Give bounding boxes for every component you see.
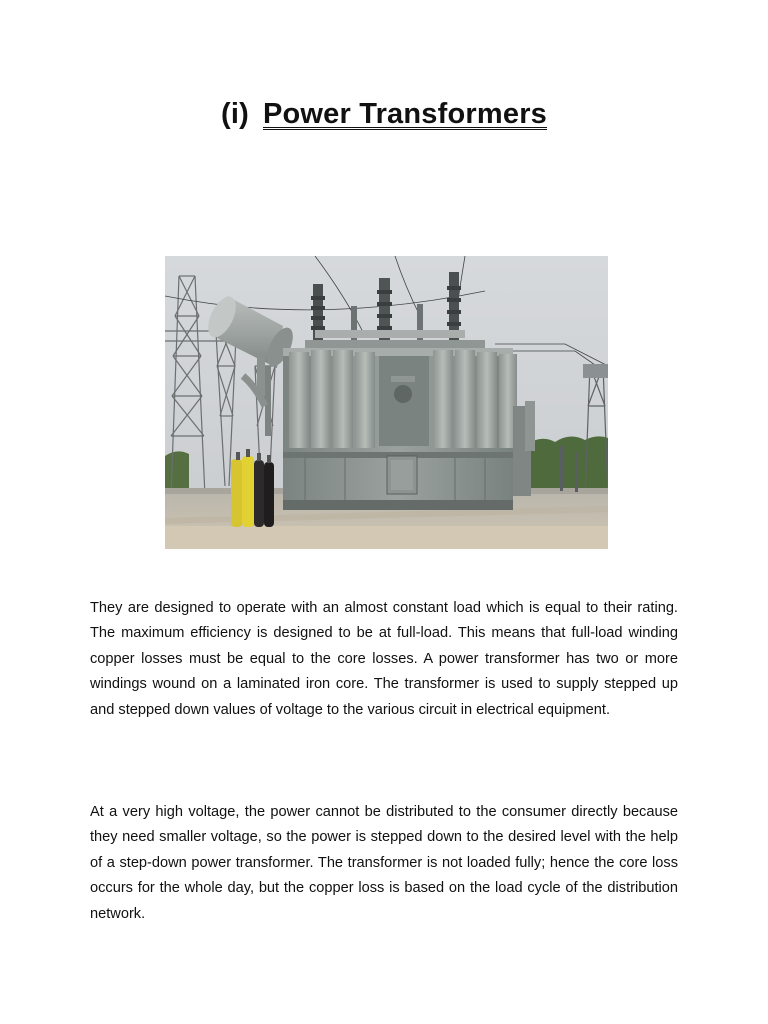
paragraph-1: They are designed to operate with an almost constant load which is equal to their rating. The maximum efficiency is designed to be at full-load. This means that full-load winding copper losses must be equal to the core losses. A power transformer has two or more windings wound on a laminated iron core. The transformer is used to supply stepped up and stepped down values of voltage to the various circuit in electrical equipment. <box>90 600 678 718</box>
page-title <box>0 98 768 131</box>
paragraph-2: At a very high voltage, the power cannot be distributed to the consumer directly because they need smaller voltage, so the power is stepped down to the desired level with the help of a step-down power transformer. The transformer is not loaded fully; hence the core loss occurs for the whole day, but the copper loss is based on the load cycle of the distribution network. <box>90 804 678 922</box>
heading-number: (i) <box>220 98 249 130</box>
heading-text: Power Transformers <box>262 98 548 130</box>
transformer-photo <box>165 256 608 549</box>
